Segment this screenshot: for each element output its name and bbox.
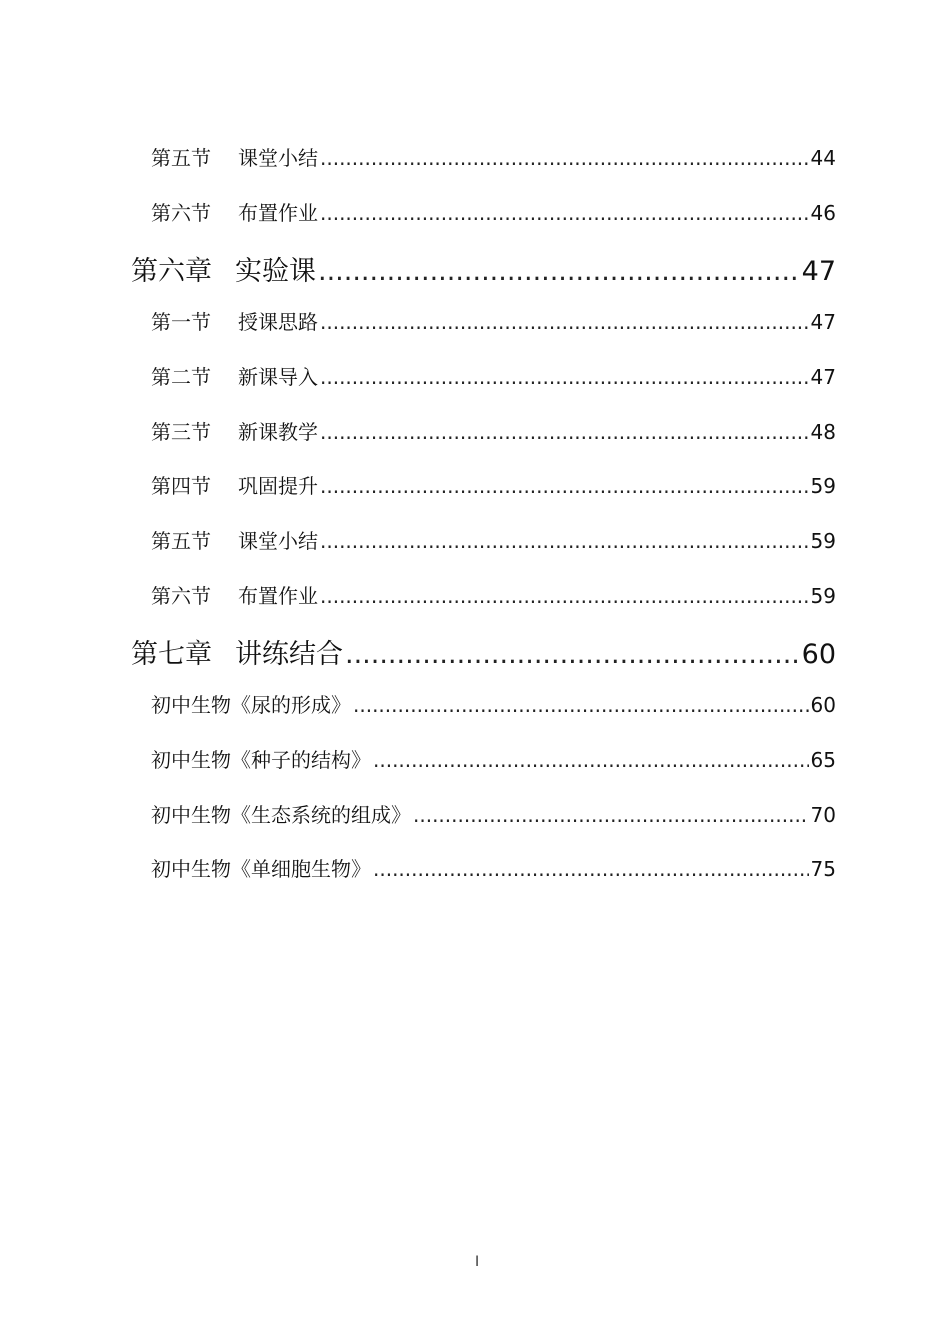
toc-entry-chapter[interactable] [131,632,836,668]
section-number: 第四节 [151,474,211,498]
section-number: 第六节 [151,201,211,225]
page-number: 46 [810,201,836,225]
dot-leader [320,310,809,334]
section-title: 新课教学 [238,420,318,444]
section-number: 第三节 [151,420,211,444]
chapter-number: 第七章 [131,639,212,670]
toc-entry-section[interactable] [151,525,836,555]
toc-entry-lesson[interactable] [151,853,836,883]
lesson-title: 初中生物《尿的形成》 [151,693,351,717]
page-number: 47 [801,256,836,287]
chapter-title: 实验课 [235,256,316,287]
page-number: 47 [810,310,836,334]
page-number: 60 [801,639,836,670]
toc-entry-section[interactable] [151,361,836,391]
page-number: 60 [810,693,836,717]
dot-leader [320,420,809,444]
toc-entry-section[interactable] [151,306,836,336]
toc-entry-section[interactable] [151,142,836,172]
page-number: 59 [810,529,836,553]
lesson-title: 初中生物《种子的结构》 [151,748,371,772]
toc-entry-section[interactable] [151,197,836,227]
toc-entry-section[interactable] [151,580,836,610]
page-number: 75 [810,857,836,881]
section-title: 巩固提升 [238,474,318,498]
section-number: 第一节 [151,310,211,334]
chapter-number: 第六章 [131,256,212,287]
section-title: 课堂小结 [238,529,318,553]
dot-leader [320,584,809,608]
dot-leader [320,365,809,389]
section-number: 第五节 [151,529,211,553]
toc-entry-lesson[interactable] [151,799,836,829]
dot-leader [320,474,809,498]
dot-leader [318,256,800,287]
section-number: 第六节 [151,584,211,608]
section-title: 布置作业 [238,201,318,225]
page-number: 59 [810,474,836,498]
section-title: 布置作业 [238,584,318,608]
dot-leader [413,803,809,827]
section-title: 新课导入 [238,365,318,389]
section-title: 授课思路 [238,310,318,334]
chapter-title: 讲练结合 [235,639,343,670]
toc-entry-lesson[interactable] [151,689,836,719]
lesson-title: 初中生物《生态系统的组成》 [151,803,411,827]
dot-leader [320,529,809,553]
section-title: 课堂小结 [238,146,318,170]
dot-leader [373,857,809,881]
dot-leader [345,639,800,670]
toc-entry-chapter[interactable] [131,249,836,285]
page-number: 47 [810,365,836,389]
page-number: 65 [810,748,836,772]
dot-leader [373,748,809,772]
dot-leader [320,201,809,225]
dot-leader [320,146,809,170]
toc-entry-lesson[interactable] [151,744,836,774]
section-number: 第五节 [151,146,211,170]
toc-entry-section[interactable] [151,470,836,500]
lesson-title: 初中生物《单细胞生物》 [151,857,371,881]
page-number: 59 [810,584,836,608]
page-number: 44 [810,146,836,170]
page-footer-number: I [475,1254,480,1270]
section-number: 第二节 [151,365,211,389]
dot-leader [353,693,809,717]
toc-entry-section[interactable] [151,416,836,446]
page-number: 70 [810,803,836,827]
page-number: 48 [810,420,836,444]
